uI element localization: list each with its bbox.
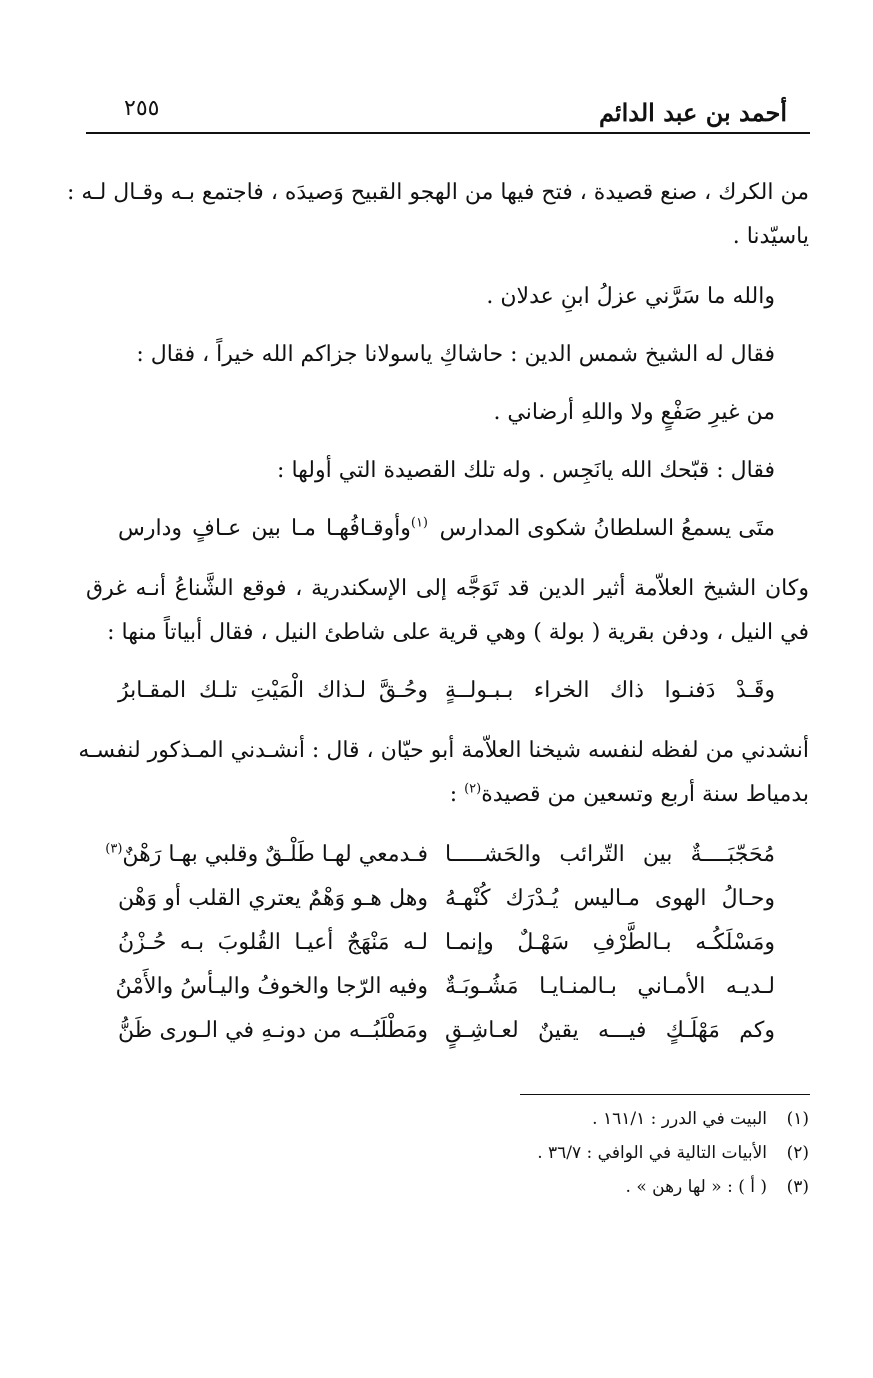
paragraph-1-line-1: من الكرك ، صنع قصيدة ، فتح فيها من الهجو القبيح وَصيدَه ، فاجتمع بـه وقـال لـه : [66, 180, 809, 205]
paragraph-4-line-2: في النيل ، ودفن بقرية ( بولة ) وهي قرية على شاطئ النيل ، فقال أبياتاً منها : [107, 620, 809, 645]
footnote-number: (١) [786, 1109, 809, 1129]
header-divider [86, 132, 810, 134]
paragraph-2: فقال له الشيخ شمس الدين : حاشاكِ ياسولانا جزاكم الله خيراً ، فقال : [136, 342, 775, 367]
quoted-line-2: من غيرِ صَفْعٍ ولا واللهِ أرضاني . [493, 400, 775, 425]
footnote-ref-2: (٢) [464, 781, 482, 797]
footnote-number: (٣) [786, 1177, 809, 1197]
footnote-2 [537, 1140, 809, 1166]
poem-verse-1-first-hemistich: مُحَجّبَــــةٌ بين التّرائب والحَشـــــا [445, 842, 775, 867]
page-number: ٢٥٥ [124, 96, 160, 121]
footnote-divider [520, 1094, 810, 1095]
verse-1-first-hemistich: متَى يسمعُ السلطانُ شكوى المدارس [439, 516, 775, 541]
paragraph-5-line-1: أنشدني من لفظه لنفسه شيخنا العلاّمة أبو حيّان ، قال : أنشـدني المـذكور لنفسـه [78, 738, 809, 763]
paragraph-5-line-2: بدمياط سنة أربع وتسعين من قصيدة$^{(٢)}$ : [449, 781, 809, 807]
paragraph-3: فقال : قبّحك الله يانَجِس . وله تلك القصيدة التي أولها : [277, 458, 775, 483]
paragraph-4-line-1: وكان الشيخ العلاّمة أثير الدين قد تَوَجَّه إلى الإسكندرية ، فوقع الشَّناعُ أنـه غرق [86, 576, 809, 601]
footnote-3 [626, 1174, 809, 1200]
footnote-1 [592, 1106, 809, 1132]
verse-2-second-hemistich: وحُـقَّ لـذاك الْمَيْتِ تلـك المقـابرُ [118, 678, 428, 703]
footnote-text: ( أ ) : « لها رهن » . [625, 1177, 767, 1197]
poem-verse-3-second-hemistich: لـه مَنْهَجٌ أعيـا القُلوبَ بـه حُـزْنُ [118, 930, 428, 955]
poem-verse-4-first-hemistich: لـديـه الأمـاني بـالمنـايـا مَشُـوبَـةٌ [445, 974, 775, 999]
poem-verse-1-second-hemistich: فـدمعي لهـا طَلْـقٌ وقلبي بهـا رَهْنٌ$^{(٣)}$ [105, 841, 428, 867]
verse-1-second-hemistich: $^{(١)}$وأوقـافُهـا مـا بين عـافٍ ودارس [118, 515, 428, 541]
footnote-number: (٢) [786, 1143, 809, 1163]
footnote-ref-1: (١) [410, 515, 428, 531]
footnote-ref-3: (٣) [105, 841, 123, 857]
poem-verse-3-first-hemistich: ومَسْلَكُـه بـالطَّرْفِ سَهْـلٌ وإنمـا [445, 930, 775, 955]
paragraph-1-line-2: ياسيّدنا . [732, 224, 809, 249]
quoted-line-1: والله ما سَرَّني عزلُ ابنِ عدلان . [486, 284, 775, 309]
footnote-text: الأبيات التالية في الوافي : ٣٦/٧ . [537, 1143, 767, 1163]
poem-verse-4-second-hemistich: وفيه الرّجا والخوفُ واليـأسُ والأَمْنُ [115, 974, 428, 999]
poem-verse-5-first-hemistich: وكم مَهْلَـكٍ فيـــه يقينٌ لعـاشِـقٍ [445, 1018, 775, 1043]
footnote-text: البيت في الدرر : ١٦١/١ . [592, 1109, 767, 1129]
poem-verse-5-second-hemistich: ومَطْلَبُــه من دونـهِ في الـورى ظَنُّ [118, 1018, 428, 1043]
running-header-author: أحمد بن عبد الدائم [598, 98, 787, 127]
verse-2-first-hemistich: وقَـدْ دَفنـوا ذاك الخراء بـبـولــةٍ [445, 678, 775, 703]
poem-verse-2-first-hemistich: وحـالُ الهوى مـاليس يُـدْرَك كُنْهـهُ [445, 886, 775, 911]
poem-verse-2-second-hemistich: وهل هـو وَهْمٌ يعتري القلب أو وَهْن [118, 886, 428, 911]
